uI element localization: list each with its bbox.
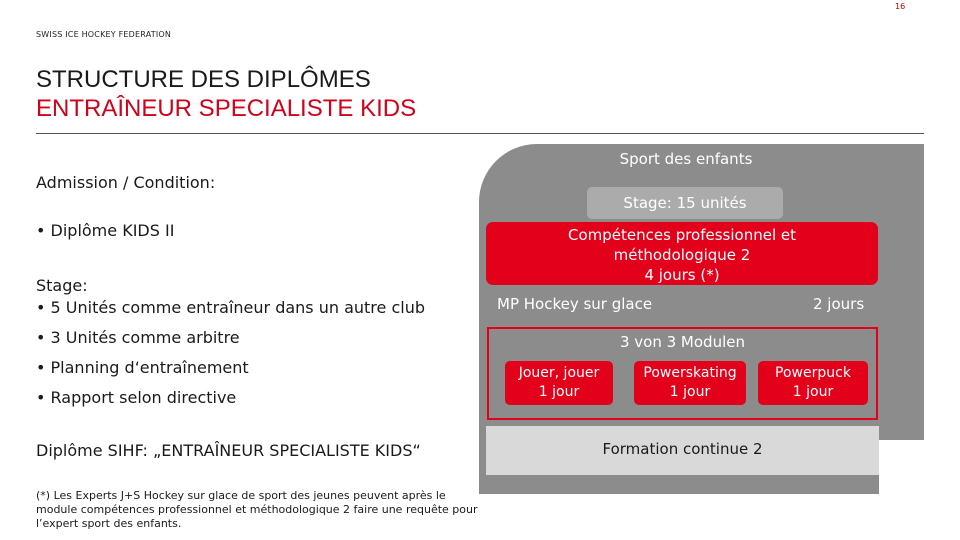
module-name: Powerskating [643,365,737,381]
stage-item: • 5 Unités comme entraîneur dans un autre club [36,298,425,317]
module-box [505,361,613,405]
sport-label: Sport des enfants [619,150,753,168]
mp-days: 2 jours [813,295,865,313]
organization-label: SWISS ICE HOCKEY FEDERATION [36,30,172,39]
module-duration: 1 jour [538,384,580,400]
page-number: 16 [895,2,906,11]
module-box [758,361,868,405]
modules-title: 3 von 3 Modulen [619,333,745,351]
stage-item: • Planning d‘entraînement [36,358,249,377]
module-name: Jouer, jouer [518,365,600,381]
stage-heading: Stage: [36,276,88,295]
competences-line: méthodologique 2 [613,246,751,264]
stage-item: • Rapport selon directive [36,388,237,407]
footnote: (*) Les Experts J+S Hockey sur glace de sport des jeunes peuvent après le module compétences professionnel et méthodologique 2 faire une requête pour l’expert sport des enfants. [36,489,478,530]
admission-item: • Diplôme KIDS II [36,221,175,240]
page-title: STRUCTURE DES DIPLÔMES [36,66,371,93]
competences-line: Compétences professionnel et [568,226,796,244]
module-duration: 1 jour [669,384,711,400]
competences-box [486,222,878,285]
stage-box: Stage: 15 unités [587,187,783,219]
mp-label: MP Hockey sur glace [497,295,653,313]
module-duration: 1 jour [792,384,834,400]
title-divider [36,133,924,134]
competences-line: 4 jours (*) [644,266,720,284]
admission-heading: Admission / Condition: [36,173,216,192]
module-box [634,361,746,405]
module-name: Powerpuck [775,365,851,381]
diagram-panel-notch [879,440,924,494]
formation-box: Formation continue 2 [486,426,879,475]
stage-item: • 3 Unités comme arbitre [36,328,240,347]
diploma-line: Diplôme SIHF: „ENTRAÎNEUR SPECIALISTE KIDS“ [36,441,421,460]
page-subtitle: ENTRAÎNEUR SPECIALISTE KIDS [36,95,417,122]
